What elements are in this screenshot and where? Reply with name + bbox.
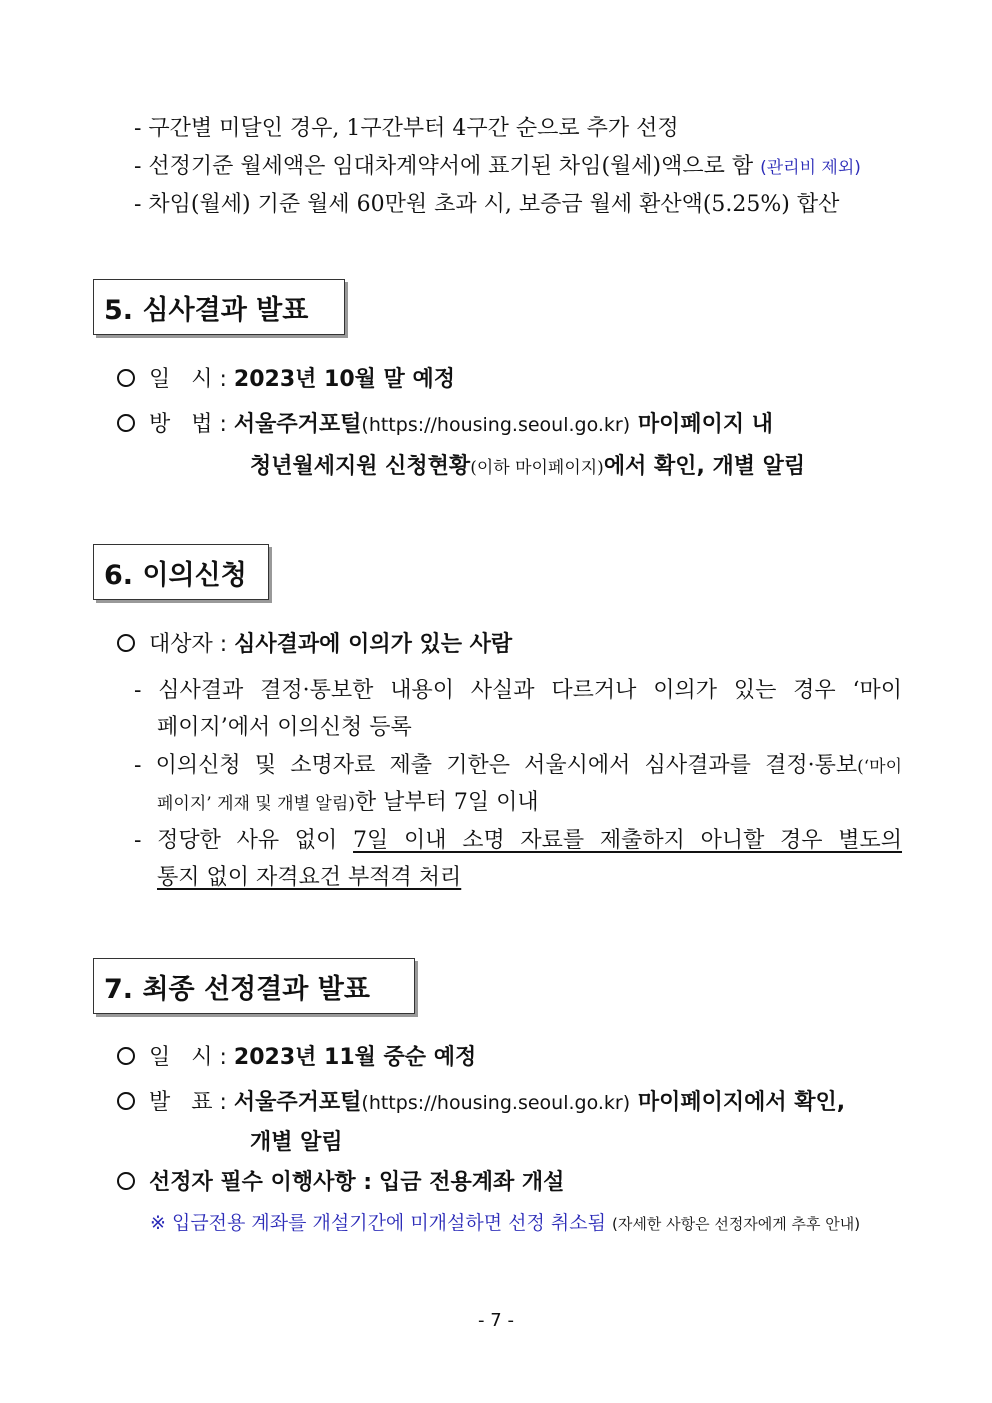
criteria-item-2-note: (관리비 제외) <box>760 158 861 178</box>
section-7-announce: 발 표 : 서울주거포털(https://housing.seoul.go.kr) 마이페이지에서 확인, <box>117 1088 845 1118</box>
section-7-announce-cont: 개별 알림 <box>250 1130 343 1155</box>
section-7-notice-note: (자세한 사항은 선정자에게 추후 안내) <box>612 1215 861 1233</box>
objection-item-2-cont: 페이지’ 게재 및 개별 알림)한 날부터 7일 이내 <box>157 790 539 815</box>
bullet-circle-icon <box>117 1172 135 1190</box>
objection-item-2: - 이의신청 및 소명자료 제출 기한은 서울시에서 심사결과를 결정·통보(‘마이 <box>134 753 902 778</box>
criteria-item-3: - 차임(월세) 기준 월세 60만원 초과 시, 보증금 월세 환산액(5.25%) 합산 <box>134 192 840 217</box>
objection-item-1-cont: 페이지’에서 이의신청 등록 <box>157 715 412 740</box>
section-5-method-cont: 청년월세지원 신청현황(이하 마이페이지)에서 확인, 개별 알림 <box>250 454 806 479</box>
bullet-circle-icon <box>117 1092 135 1110</box>
section-6-heading: 6. 이의신청 <box>93 544 269 600</box>
section-6-target: 대상자 : 심사결과에 이의가 있는 사람 <box>117 630 512 660</box>
criteria-item-2: - 선정기준 월세액은 임대차계약서에 표기된 차임(월세)액으로 함 (관리비 제외) <box>134 154 861 179</box>
section-7-heading: 7. 최종 선정결과 발표 <box>93 958 415 1014</box>
bullet-circle-icon <box>117 369 135 387</box>
section-7-date: 일 시 : 2023년 11월 중순 예정 <box>117 1043 476 1073</box>
objection-item-3: - 정당한 사유 없이 7일 이내 소명 자료를 제출하지 아니할 경우 별도의 <box>134 828 903 853</box>
objection-item-3-cont: 통지 없이 자격요건 부적격 처리 <box>157 865 462 890</box>
objection-item-1: - 심사결과 결정·통보한 내용이 사실과 다르거나 이의가 있는 경우 ‘마이 <box>134 678 902 703</box>
section-7-notice: ※ 입금전용 계좌를 개설기간에 미개설하면 선정 취소됨 (자세한 사항은 선정자에게 추후 안내) <box>150 1212 861 1234</box>
section-5-date: 일 시 : 2023년 10월 말 예정 <box>117 365 455 395</box>
bullet-circle-icon <box>117 1047 135 1065</box>
criteria-item-1: - 구간별 미달인 경우, 1구간부터 4구간 순으로 추가 선정 <box>134 116 679 141</box>
section-7-required: 선정자 필수 이행사항 : 입금 전용계좌 개설 <box>117 1168 564 1198</box>
section-5-method: 방 법 : 서울주거포털(https://housing.seoul.go.kr) 마이페이지 내 <box>117 410 773 440</box>
bullet-circle-icon <box>117 414 135 432</box>
section-5-heading: 5. 심사결과 발표 <box>93 279 345 335</box>
page-number: - 7 - <box>478 1310 514 1331</box>
bullet-circle-icon <box>117 634 135 652</box>
